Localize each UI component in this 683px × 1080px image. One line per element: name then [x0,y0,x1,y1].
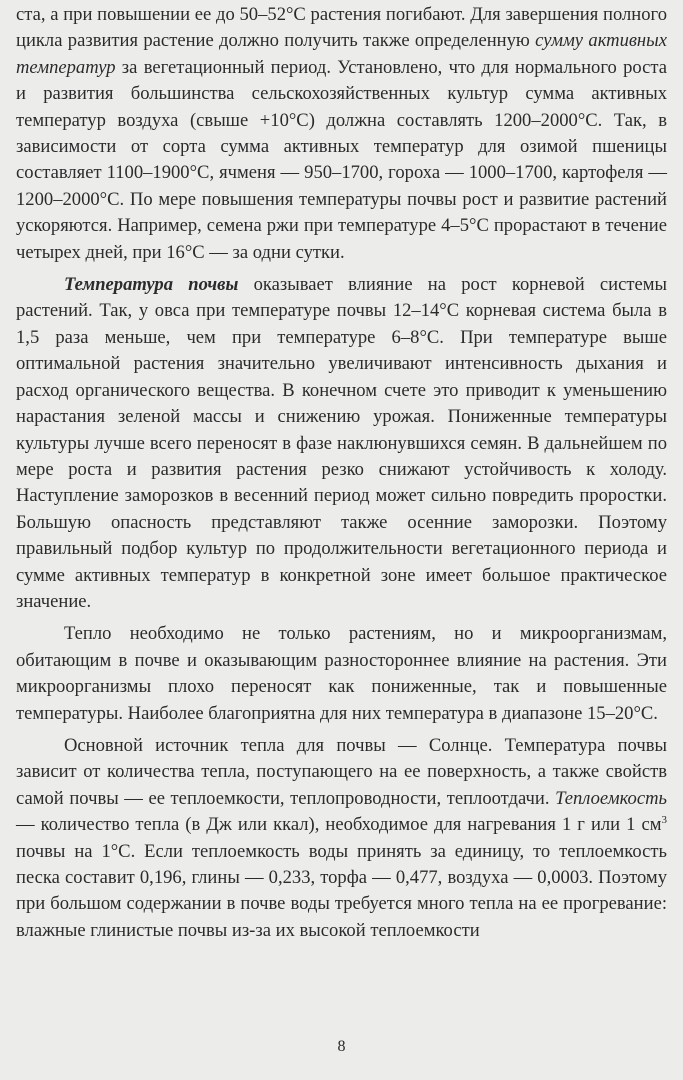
text-run: Основной источник тепла для почвы — Солнце. Температура почвы зависит от количества тепла, поступающего на ее поверхность, а также свойств самой почвы — ее теплоемкости, теплопроводности, теплоотдачи. [16,734,667,809]
superscript-exponent: 3 [661,814,667,827]
text-run: оказывает влияние на рост корневой системы растений. Так, у овса при температуре почвы 12–14°С корневая система была в 1,5 раза меньше, чем при температуре 6–8°С. При температуре выше оптимальной растения значительно увеличивают интенсивность дыхания и расход органического вещества. В конечном счете это приводит к уменьшению нарастания зеленой массы и снижению урожая. Пониженные температуры культуры лучше всего переносят в фазе наклюнувшихся семян. В дальнейшем по мере роста и развития растения резко снижают устойчивость к холоду. Наступление заморозков в весенний период может сильно повредить проростки. Большую опасность представляют также осенние заморозки. Поэтому правильный подбор культур по продолжительности вегетационного периода и сумме активных температур в конкретной зоне имеет большое практическое значение. [16,274,667,612]
paragraph-4 [16,733,667,944]
text-run: Тепло необходимо не только растениям, но и микроорганизмам, обитающим в почве и оказывающим разностороннее влияние на растения. Эти микроорганизмы плохо переносят как пониженные, так и повышенные температуры. Наиболее благоприятна для них температура в диапазоне 15–20°С. [16,623,667,724]
italic-term-heat-capacity: Теплоемкость [555,787,667,809]
italic-term-active-temperature-sum: сумму активных температур [16,30,668,78]
bold-italic-term-soil-temperature: Температура почвы [64,274,239,296]
paragraph-1 [16,2,667,266]
paragraph-3 [16,621,667,727]
text-run: за вегетационный период. Установлено, что для нормального роста и развития большинства сельскохозяйственных культур сумма активных температур воздуха (свыше +10°С) должна составлять 1200–2000°С. Так, в зависимости от сорта сумма активных температур для озимой пшеницы составляет 1100–1900°С, ячменя — 950–1700, гороха — 1000–1700, картофеля — 1200–2000°С. По мере повышения температуры почвы рост и развитие растений ускоряются. Например, семена ржи при температуре 4–5°С прорастают в течение четырех дней, при 16°С — за одни сутки. [16,56,667,263]
text-run: почвы на 1°С. Если теплоемкость воды принять за единицу, то теплоемкость песка составит 0,196, глины — 0,233, торфа — 0,477, воздуха — 0,0003. Поэтому при большом содержании в почве воды требуется много тепла на ее прогревание: влажные глинистые почвы из-за их высокой теплоемкости [16,840,667,941]
paragraph-2 [16,272,667,615]
page-number: 8 [337,1038,346,1055]
text-run: ста, а при повышении ее до 50–52°С растения погибают. Для завершения полного цикла развития растение должно получить также определенную [16,4,667,52]
body-text [16,2,667,944]
text-run: — количество тепла (в Дж или ккал), необходимое для нагревания 1 г или 1 см [16,814,662,836]
